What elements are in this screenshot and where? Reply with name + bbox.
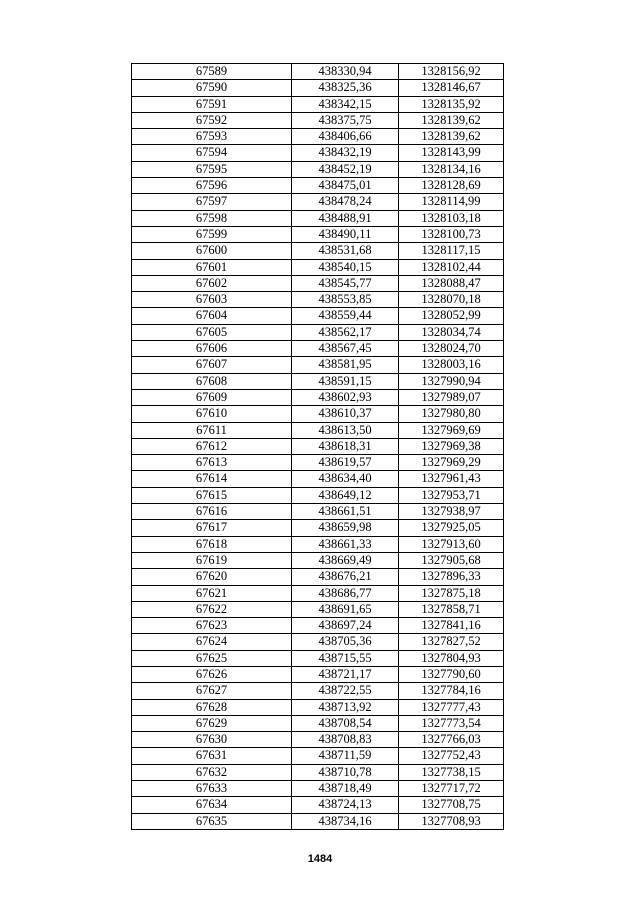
point-number-cell: 67595 (132, 161, 292, 177)
table-row (132, 161, 504, 177)
table-row (132, 389, 504, 405)
point-number-cell: 67633 (132, 781, 292, 797)
y-coordinate-cell: 1327827,52 (399, 634, 504, 650)
point-number-cell: 67619 (132, 552, 292, 568)
table-row (132, 259, 504, 275)
table-row (132, 129, 504, 145)
x-coordinate-cell: 438686,77 (292, 585, 399, 601)
y-coordinate-cell: 1328088,47 (399, 275, 504, 291)
x-coordinate-cell: 438540,15 (292, 259, 399, 275)
point-number-cell: 67620 (132, 569, 292, 585)
table-row (132, 732, 504, 748)
table-row (132, 601, 504, 617)
point-number-cell: 67602 (132, 275, 292, 291)
x-coordinate-cell: 438545,77 (292, 275, 399, 291)
y-coordinate-cell: 1328052,99 (399, 308, 504, 324)
x-coordinate-cell: 438697,24 (292, 618, 399, 634)
point-number-cell: 67616 (132, 504, 292, 520)
y-coordinate-cell: 1327905,68 (399, 552, 504, 568)
x-coordinate-cell: 438490,11 (292, 226, 399, 242)
table-row (132, 357, 504, 373)
y-coordinate-cell: 1327925,05 (399, 520, 504, 536)
x-coordinate-cell: 438610,37 (292, 406, 399, 422)
table-row (132, 569, 504, 585)
x-coordinate-cell: 438718,49 (292, 781, 399, 797)
x-coordinate-cell: 438619,57 (292, 455, 399, 471)
table-row (132, 715, 504, 731)
x-coordinate-cell: 438488,91 (292, 210, 399, 226)
x-coordinate-cell: 438452,19 (292, 161, 399, 177)
y-coordinate-cell: 1328034,74 (399, 324, 504, 340)
y-coordinate-cell: 1327858,71 (399, 601, 504, 617)
table-row (132, 210, 504, 226)
table-row (132, 585, 504, 601)
point-number-cell: 67618 (132, 536, 292, 552)
y-coordinate-cell: 1327738,15 (399, 764, 504, 780)
point-number-cell: 67611 (132, 422, 292, 438)
table-row (132, 650, 504, 666)
point-number-cell: 67622 (132, 601, 292, 617)
point-number-cell: 67593 (132, 129, 292, 145)
x-coordinate-cell: 438708,54 (292, 715, 399, 731)
table-row (132, 618, 504, 634)
y-coordinate-cell: 1328102,44 (399, 259, 504, 275)
point-number-cell: 67603 (132, 292, 292, 308)
x-coordinate-cell: 438661,33 (292, 536, 399, 552)
x-coordinate-cell: 438406,66 (292, 129, 399, 145)
y-coordinate-cell: 1327913,60 (399, 536, 504, 552)
table-row (132, 536, 504, 552)
point-number-cell: 67632 (132, 764, 292, 780)
y-coordinate-cell: 1328146,67 (399, 80, 504, 96)
point-number-cell: 67634 (132, 797, 292, 813)
table-row (132, 666, 504, 682)
x-coordinate-cell: 438562,17 (292, 324, 399, 340)
table-row (132, 552, 504, 568)
point-number-cell: 67598 (132, 210, 292, 226)
point-number-cell: 67624 (132, 634, 292, 650)
point-number-cell: 67597 (132, 194, 292, 210)
y-coordinate-cell: 1328143,99 (399, 145, 504, 161)
point-number-cell: 67615 (132, 487, 292, 503)
x-coordinate-cell: 438710,78 (292, 764, 399, 780)
table-row (132, 194, 504, 210)
x-coordinate-cell: 438553,85 (292, 292, 399, 308)
y-coordinate-cell: 1327980,80 (399, 406, 504, 422)
point-number-cell: 67594 (132, 145, 292, 161)
point-number-cell: 67630 (132, 732, 292, 748)
x-coordinate-cell: 438669,49 (292, 552, 399, 568)
x-coordinate-cell: 438724,13 (292, 797, 399, 813)
x-coordinate-cell: 438591,15 (292, 373, 399, 389)
y-coordinate-cell: 1327875,18 (399, 585, 504, 601)
y-coordinate-cell: 1327841,16 (399, 618, 504, 634)
point-number-cell: 67613 (132, 455, 292, 471)
coordinates-table-body (132, 64, 504, 830)
x-coordinate-cell: 438722,55 (292, 683, 399, 699)
point-number-cell: 67614 (132, 471, 292, 487)
point-number-cell: 67607 (132, 357, 292, 373)
point-number-cell: 67627 (132, 683, 292, 699)
table-row (132, 243, 504, 259)
y-coordinate-cell: 1327752,43 (399, 748, 504, 764)
x-coordinate-cell: 438721,17 (292, 666, 399, 682)
x-coordinate-cell: 438375,75 (292, 112, 399, 128)
table-row (132, 64, 504, 80)
table-row (132, 504, 504, 520)
y-coordinate-cell: 1327773,54 (399, 715, 504, 731)
table-row (132, 145, 504, 161)
x-coordinate-cell: 438342,15 (292, 96, 399, 112)
point-number-cell: 67599 (132, 226, 292, 242)
table-row (132, 520, 504, 536)
x-coordinate-cell: 438715,55 (292, 650, 399, 666)
table-row (132, 96, 504, 112)
coordinates-table (131, 63, 504, 830)
y-coordinate-cell: 1327766,03 (399, 732, 504, 748)
point-number-cell: 67590 (132, 80, 292, 96)
x-coordinate-cell: 438708,83 (292, 732, 399, 748)
y-coordinate-cell: 1328156,92 (399, 64, 504, 80)
y-coordinate-cell: 1328134,16 (399, 161, 504, 177)
table-row (132, 455, 504, 471)
point-number-cell: 67626 (132, 666, 292, 682)
y-coordinate-cell: 1327969,29 (399, 455, 504, 471)
x-coordinate-cell: 438613,50 (292, 422, 399, 438)
table-row (132, 292, 504, 308)
table-row (132, 226, 504, 242)
y-coordinate-cell: 1328024,70 (399, 341, 504, 357)
y-coordinate-cell: 1328117,15 (399, 243, 504, 259)
point-number-cell: 67601 (132, 259, 292, 275)
table-row (132, 781, 504, 797)
table-row (132, 406, 504, 422)
x-coordinate-cell: 438634,40 (292, 471, 399, 487)
point-number-cell: 67600 (132, 243, 292, 259)
point-number-cell: 67635 (132, 813, 292, 829)
table-row (132, 308, 504, 324)
y-coordinate-cell: 1327969,38 (399, 438, 504, 454)
table-row (132, 487, 504, 503)
y-coordinate-cell: 1327953,71 (399, 487, 504, 503)
x-coordinate-cell: 438649,12 (292, 487, 399, 503)
y-coordinate-cell: 1327938,97 (399, 504, 504, 520)
point-number-cell: 67589 (132, 64, 292, 80)
point-number-cell: 67605 (132, 324, 292, 340)
y-coordinate-cell: 1328139,62 (399, 112, 504, 128)
x-coordinate-cell: 438659,98 (292, 520, 399, 536)
point-number-cell: 67591 (132, 96, 292, 112)
table-row (132, 797, 504, 813)
y-coordinate-cell: 1328128,69 (399, 178, 504, 194)
y-coordinate-cell: 1327804,93 (399, 650, 504, 666)
point-number-cell: 67608 (132, 373, 292, 389)
table-row (132, 178, 504, 194)
point-number-cell: 67609 (132, 389, 292, 405)
table-row (132, 438, 504, 454)
table-row (132, 80, 504, 96)
point-number-cell: 67604 (132, 308, 292, 324)
y-coordinate-cell: 1327989,07 (399, 389, 504, 405)
x-coordinate-cell: 438325,36 (292, 80, 399, 96)
table-row (132, 813, 504, 829)
point-number-cell: 67610 (132, 406, 292, 422)
table-row (132, 422, 504, 438)
x-coordinate-cell: 438661,51 (292, 504, 399, 520)
table-row (132, 324, 504, 340)
point-number-cell: 67623 (132, 618, 292, 634)
x-coordinate-cell: 438432,19 (292, 145, 399, 161)
point-number-cell: 67612 (132, 438, 292, 454)
x-coordinate-cell: 438618,31 (292, 438, 399, 454)
y-coordinate-cell: 1327708,75 (399, 797, 504, 813)
point-number-cell: 67621 (132, 585, 292, 601)
x-coordinate-cell: 438676,21 (292, 569, 399, 585)
table-row (132, 112, 504, 128)
y-coordinate-cell: 1328139,62 (399, 129, 504, 145)
table-row (132, 634, 504, 650)
point-number-cell: 67625 (132, 650, 292, 666)
table-row (132, 341, 504, 357)
y-coordinate-cell: 1327896,33 (399, 569, 504, 585)
x-coordinate-cell: 438581,95 (292, 357, 399, 373)
point-number-cell: 67596 (132, 178, 292, 194)
table-row (132, 683, 504, 699)
y-coordinate-cell: 1328103,18 (399, 210, 504, 226)
y-coordinate-cell: 1328114,99 (399, 194, 504, 210)
table-row (132, 748, 504, 764)
y-coordinate-cell: 1327961,43 (399, 471, 504, 487)
point-number-cell: 67592 (132, 112, 292, 128)
y-coordinate-cell: 1327969,69 (399, 422, 504, 438)
y-coordinate-cell: 1328070,18 (399, 292, 504, 308)
y-coordinate-cell: 1328003,16 (399, 357, 504, 373)
point-number-cell: 67629 (132, 715, 292, 731)
x-coordinate-cell: 438734,16 (292, 813, 399, 829)
x-coordinate-cell: 438713,92 (292, 699, 399, 715)
x-coordinate-cell: 438691,65 (292, 601, 399, 617)
x-coordinate-cell: 438567,45 (292, 341, 399, 357)
page-number: 1484 (307, 853, 333, 865)
x-coordinate-cell: 438559,44 (292, 308, 399, 324)
y-coordinate-cell: 1327717,72 (399, 781, 504, 797)
x-coordinate-cell: 438602,93 (292, 389, 399, 405)
table-row (132, 275, 504, 291)
x-coordinate-cell: 438531,68 (292, 243, 399, 259)
x-coordinate-cell: 438711,59 (292, 748, 399, 764)
point-number-cell: 67606 (132, 341, 292, 357)
y-coordinate-cell: 1328100,73 (399, 226, 504, 242)
x-coordinate-cell: 438475,01 (292, 178, 399, 194)
x-coordinate-cell: 438705,36 (292, 634, 399, 650)
point-number-cell: 67631 (132, 748, 292, 764)
table-row (132, 471, 504, 487)
y-coordinate-cell: 1328135,92 (399, 96, 504, 112)
point-number-cell: 67628 (132, 699, 292, 715)
x-coordinate-cell: 438330,94 (292, 64, 399, 80)
y-coordinate-cell: 1327784,16 (399, 683, 504, 699)
table-row (132, 373, 504, 389)
y-coordinate-cell: 1327777,43 (399, 699, 504, 715)
y-coordinate-cell: 1327790,60 (399, 666, 504, 682)
x-coordinate-cell: 438478,24 (292, 194, 399, 210)
table-row (132, 699, 504, 715)
y-coordinate-cell: 1327708,93 (399, 813, 504, 829)
y-coordinate-cell: 1327990,94 (399, 373, 504, 389)
point-number-cell: 67617 (132, 520, 292, 536)
table-row (132, 764, 504, 780)
